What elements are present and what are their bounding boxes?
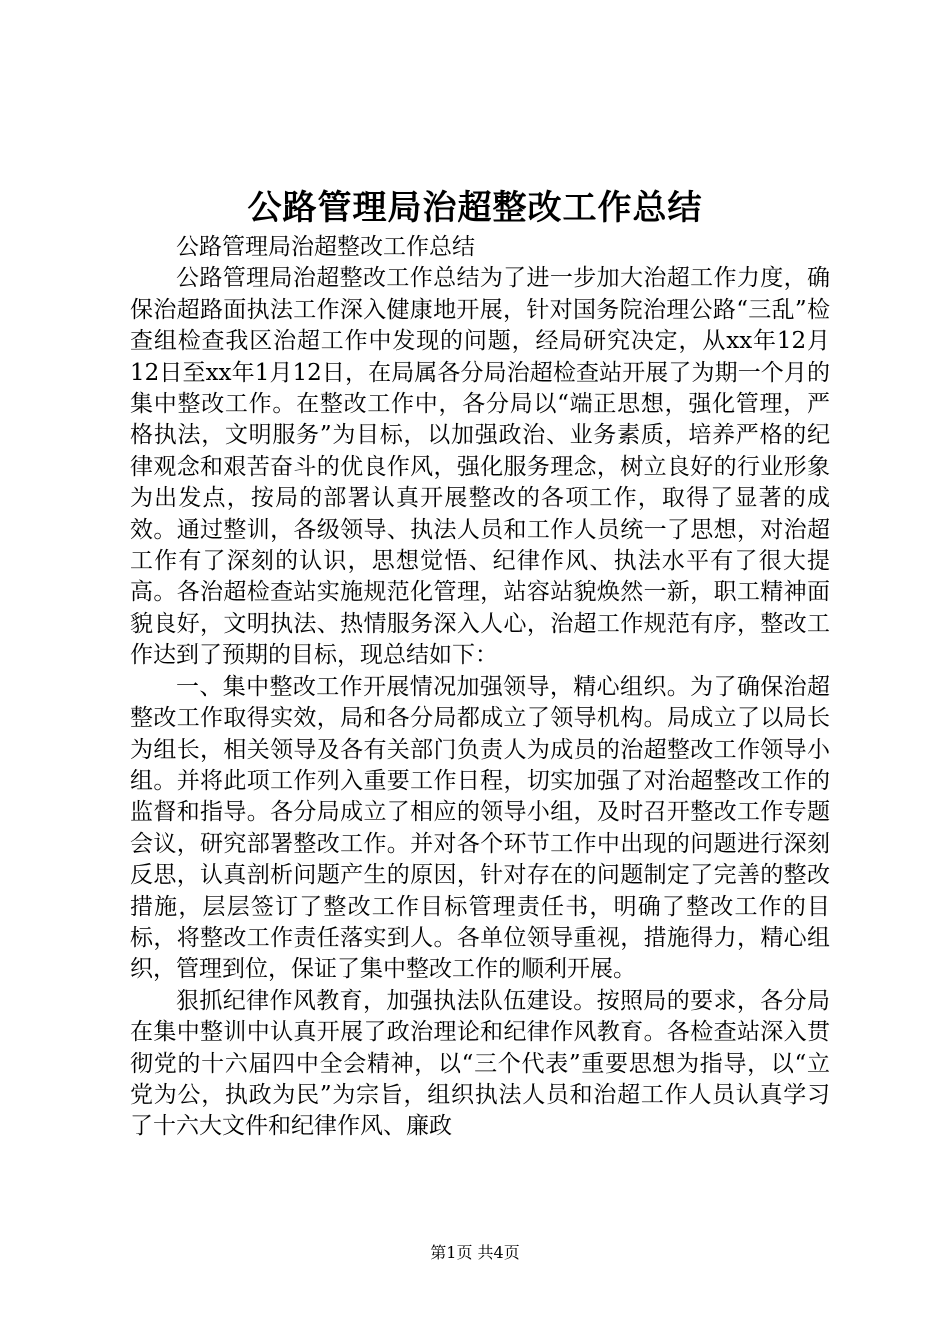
body-paragraph: 狠抓纪律作风教育，加强执法队伍建设。按照局的要求，各分局在集中整训中认真开展了政治理论和纪律作风教育。各检查站深入贯彻党的十六届四中全会精神，以“三个代表”重要思想为指导，以“立党为公，执政为民”为宗旨，组织执法人员和治超工作人员认真学习了十六大文件和纪律作风、廉政 <box>130 987 830 1140</box>
page-footer: 第1页 共4页 <box>430 1243 520 1262</box>
body-paragraph: 一、集中整改工作开展情况加强领导，精心组织。为了确保治超整改工作取得实效，局和各分局都成立了领导机构。局成立了以局长为组长，相关领导及各有关部门负责人为成员的治超整改工作领导小组。并将此项工作列入重要工作日程，切实加强了对治超整改工作的监督和指导。各分局成立了相应的领导小组，及时召开整改工作专题会议，研究部署整改工作。并对各个环节工作中出现的问题进行深刻反思，认真剖析问题产生的原因，针对存在的问题制定了完善的整改措施，层层签订了整改工作目标管理责任书，明确了整改工作的目标，将整改工作责任落实到人。各单位领导重视，措施得力，精心组织，管理到位，保证了集中整改工作的顺利开展。 <box>130 673 830 983</box>
document-body <box>130 232 830 1143</box>
body-paragraph: 公路管理局治超整改工作总结 <box>176 234 475 260</box>
body-paragraph: 公路管理局治超整改工作总结为了进一步加大治超工作力度，确保治超路面执法工作深入健康地开展，针对国务院治理公路“三乱”检查组检查我区治超工作中发现的问题，经局研究决定，从xx年12月12日至xx年1月12日，在局属各分局治超检查站开展了为期一个月的集中整改工作。在整改工作中，各分局以“端正思想，强化管理，严格执法，文明服务”为目标，以加强政治、业务素质，培养严格的纪律观念和艰苦奋斗的优良作风，强化服务理念，树立良好的行业形象为出发点，按局的部署认真开展整改的各项工作，取得了显著的成效。通过整训，各级领导、执法人员和工作人员统一了思想，对治超工作有了深刻的认识，思想觉悟、纪律作风、执法水平有了很大提高。各治超检查站实施规范化管理，站容站貌焕然一新，职工精神面貌良好，文明执法、热情服务深入人心，治超工作规范有序，整改工作达到了预期的目标，现总结如下： <box>130 265 830 669</box>
document-title: 公路管理局治超整改工作总结 <box>247 188 703 228</box>
